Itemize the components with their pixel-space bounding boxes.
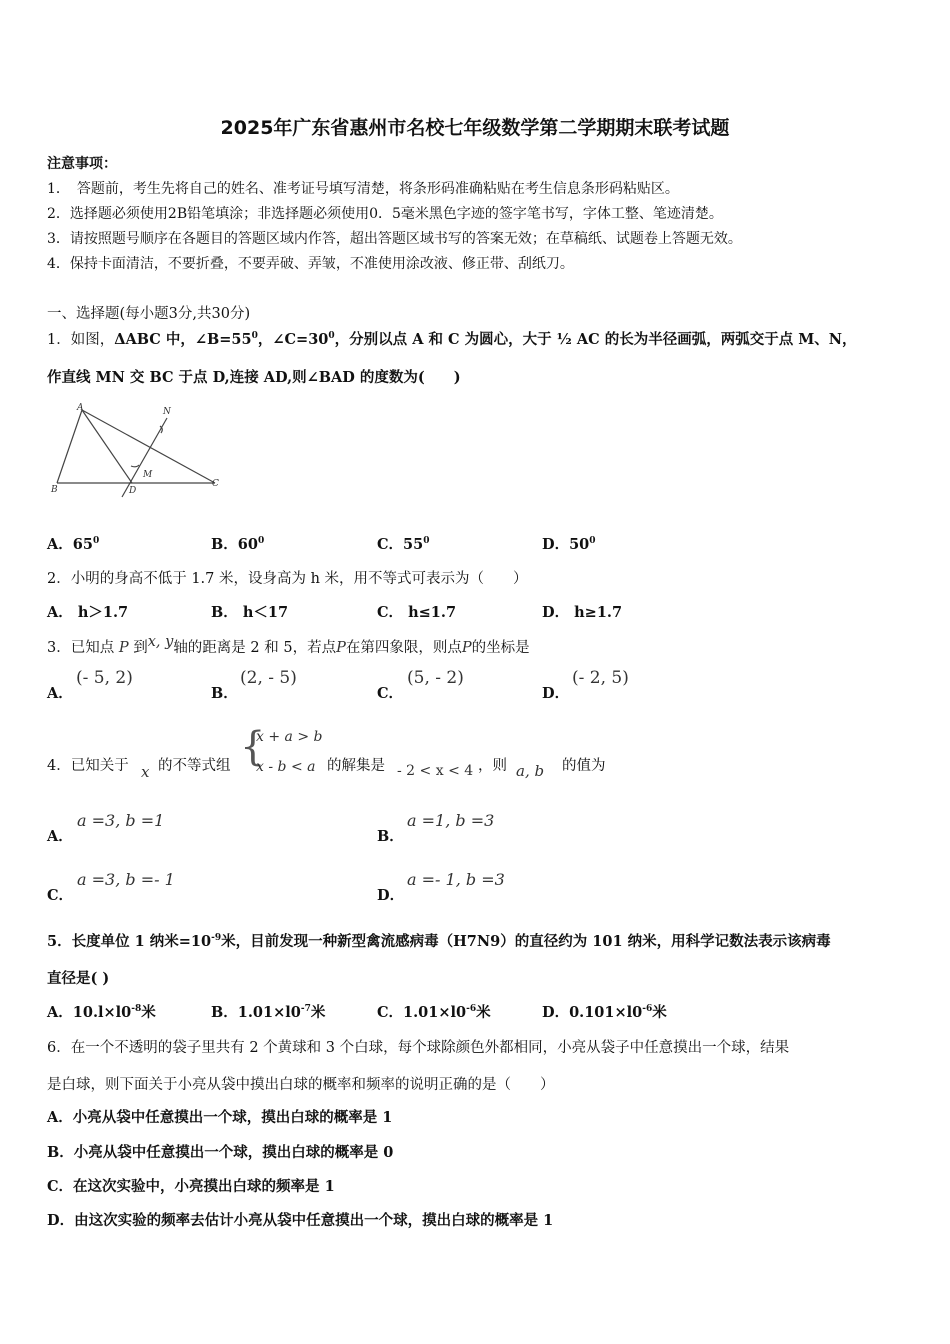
q4-option-d-key[interactable]: D． <box>377 887 405 904</box>
q3-part3: 轴的距离是 2 和 5，若点 <box>173 640 337 656</box>
option-value: h＜17 <box>242 604 289 621</box>
q4-part2: 的不等式组 <box>158 758 231 774</box>
q3-option-b-key[interactable]: B． <box>211 685 238 702</box>
q5-option-d[interactable] <box>542 1001 667 1022</box>
option-key: D． <box>542 604 570 621</box>
label-d: D <box>129 486 137 496</box>
q4-option-a-key[interactable]: A． <box>47 828 73 845</box>
q2-option-a[interactable] <box>47 601 128 622</box>
page-title: 2025年广东省惠州市名校七年级数学第二学期期末联考试题 <box>220 117 730 139</box>
option-key: C． <box>47 1178 74 1195</box>
q3-option-b-value: (2, - 5) <box>240 668 297 688</box>
q1-rest: ，分别以点 A 和 C 为圆心，大于 ½ AC 的长为半径画弧，两弧交于点 M、N， <box>334 331 857 348</box>
q4-option-d-value: a =- 1, b =3 <box>407 870 505 889</box>
segment-ad <box>82 410 132 483</box>
q6-line1: 6．在一个不透明的袋子里共有 2 个黄球和 3 个白球，每个球除颜色外都相同，小亮从袋子中任意摸出一个球，结果 <box>47 1040 790 1056</box>
q3-point-p-2: P <box>336 640 346 656</box>
q3-option-d-value: (- 2, 5) <box>572 668 629 688</box>
option-unit: 米 <box>476 1004 491 1021</box>
q4-part1: 4．已知关于 <box>47 758 129 774</box>
q4-part3: 的解集是 <box>327 758 385 774</box>
q3-text <box>47 636 530 657</box>
option-key: D． <box>542 1004 570 1021</box>
option-key: A． <box>47 1004 73 1021</box>
option-value: h≤1.7 <box>408 604 457 621</box>
q3-option-d-key[interactable]: D． <box>542 685 570 702</box>
option-degree: 0 <box>423 536 430 547</box>
q3-option-c-value: (5, - 2) <box>407 668 464 688</box>
label-m: M <box>143 470 153 480</box>
option-value: 小亮从袋中任意摸出一个球，摸出白球的概率是 0 <box>73 1144 394 1161</box>
q4-option-b-key[interactable]: B． <box>377 828 404 845</box>
notice-heading: 注意事项： <box>47 156 117 172</box>
option-key: D． <box>47 1212 75 1229</box>
label-b: B <box>51 485 58 495</box>
label-a: A <box>77 403 84 413</box>
q6-line2: 是白球，则下面关于小亮从袋中摸出白球的概率和频率的说明正确的是（ ） <box>47 1077 555 1093</box>
q4-system-brace: { <box>240 724 266 770</box>
option-value: h≥1.7 <box>574 604 623 621</box>
notice-item-2: 2．选择题必须使用2B铅笔填涂；非选择题必须使用0．5毫米黑色字迹的签字笔书写，字体工整、笔迹清楚。 <box>47 206 723 222</box>
option-unit: 米 <box>652 1004 667 1021</box>
option-key: A． <box>47 1109 73 1126</box>
option-exponent: -6 <box>466 1004 477 1015</box>
notice-item-1: 1． 答题前，考生先将自己的姓名、准考证号填写清楚，将条形码准确粘贴在考生信息条形码粘贴区。 <box>47 181 679 197</box>
arc-m <box>131 465 139 467</box>
q4-part4: ，则 <box>478 758 507 774</box>
q5-exponent: -9 <box>211 933 222 944</box>
q6-option-a[interactable] <box>47 1106 392 1127</box>
option-key: C． <box>377 1004 404 1021</box>
q4-system-line1: x + a > b <box>256 729 323 745</box>
q1-option-b[interactable] <box>211 533 264 554</box>
option-unit: 米 <box>310 1004 326 1021</box>
option-key: D． <box>542 536 570 553</box>
q4-var-x: x <box>141 763 150 781</box>
q4-solution-set: - 2 < x < 4 <box>397 763 474 779</box>
q4-vars-ab: a, b <box>516 762 545 780</box>
option-value: 由这次实验的频率去估计小亮从袋中任意摸出一个球，摸出白球的概率是 1 <box>74 1212 554 1229</box>
option-value: 0.101×l0 <box>569 1004 643 1021</box>
label-c: C <box>212 479 219 489</box>
option-key: B． <box>47 1144 74 1161</box>
option-degree: 0 <box>257 536 265 547</box>
q6-option-c[interactable] <box>47 1175 335 1196</box>
q1-line1 <box>47 328 857 349</box>
segment-ab <box>57 410 82 483</box>
q1-degree-1: 0 <box>251 331 258 342</box>
q5-option-c[interactable] <box>377 1001 491 1022</box>
q4-system-line2: x - b < a <box>256 759 316 775</box>
q6-option-b[interactable] <box>47 1141 393 1162</box>
q3-part1: 3．已知点 <box>47 640 115 656</box>
q5-option-b[interactable] <box>211 1001 325 1022</box>
option-exponent: -7 <box>300 1004 311 1015</box>
option-value: 在这次实验中，小亮摸出白球的频率是 1 <box>73 1178 335 1195</box>
q1-triangle-figure <box>47 400 227 500</box>
q4-option-b-value: a =1, b =3 <box>407 811 495 830</box>
q1-angle-b: ΔABC 中，∠B=55 <box>114 331 252 348</box>
q3-point-p-3: P <box>461 640 472 656</box>
option-value: 50 <box>569 536 590 553</box>
q2-option-b[interactable] <box>211 601 288 622</box>
q4-option-c-value: a =3, b =- 1 <box>77 870 175 889</box>
section-heading: 一、选择题(每小题3分,共30分) <box>47 306 251 322</box>
option-key: C． <box>377 604 404 621</box>
option-key: B． <box>211 604 238 621</box>
q1-option-d[interactable] <box>542 533 596 554</box>
option-key: B． <box>211 536 238 553</box>
q1-line2: 作直线 MN 交 BC 于点 D,连接 AD,则∠BAD 的度数为( ) <box>47 369 461 386</box>
option-value: 1.01×l0 <box>237 1004 301 1021</box>
q3-part4: 在第四象限，则点 <box>345 640 462 656</box>
option-value: 55 <box>403 536 424 553</box>
q1-option-c[interactable] <box>377 533 430 554</box>
option-key: A． <box>47 604 73 621</box>
notice-item-3: 3．请按照题号顺序在各题目的答题区域内作答，超出答题区域书写的答案无效；在草稿纸、试题卷上答题无效。 <box>47 231 742 247</box>
option-value: 60 <box>237 536 258 553</box>
option-key: A． <box>47 536 73 553</box>
option-degree: 0 <box>589 536 596 547</box>
q3-option-a-value: (- 5, 2) <box>76 668 133 688</box>
q5-line2: 直径是( ) <box>47 970 110 987</box>
option-unit: 米 <box>141 1004 156 1021</box>
q3-part5: 的坐标是 <box>471 640 530 656</box>
q5-line1-a: 5．长度单位 1 纳米=10 <box>47 933 212 950</box>
q5-option-a[interactable] <box>47 1001 156 1022</box>
label-n: N <box>163 407 171 417</box>
q3-point-p: P <box>118 640 129 656</box>
q4-option-a-value: a =3, b =1 <box>77 811 165 830</box>
q3-option-a-key[interactable]: A． <box>47 685 73 702</box>
q1-degree-2: 0 <box>328 331 335 342</box>
q5-line1-b: 米，目前发现一种新型禽流感病毒（H7N9）的直径约为 101 纳米，用科学记数法表示该病毒 <box>221 933 831 950</box>
q3-option-c-key[interactable]: C． <box>377 685 404 702</box>
q6-option-d[interactable] <box>47 1209 553 1230</box>
q2-text: 2．小明的身高不低于 1.7 米，设身高为 h 米，用不等式可表示为（ ） <box>47 571 528 587</box>
option-key: C． <box>377 536 404 553</box>
option-degree: 0 <box>92 536 100 547</box>
option-exponent: -6 <box>642 1004 653 1015</box>
option-value: 小亮从袋中任意摸出一个球，摸出白球的概率是 1 <box>72 1109 393 1126</box>
q1-angle-c: ，∠C=30 <box>257 331 329 348</box>
q3-part2: 到 <box>133 640 148 656</box>
option-value: 65 <box>72 536 93 553</box>
q4-part5: 的值为 <box>562 758 606 774</box>
q1-option-a[interactable] <box>47 533 99 554</box>
q4-option-c-key[interactable]: C． <box>47 887 74 904</box>
option-value: 10.l×l0 <box>72 1004 132 1021</box>
q3-axes: x, y <box>147 634 174 650</box>
q2-option-d[interactable] <box>542 601 622 622</box>
notice-item-4: 4．保持卡面清洁，不要折叠，不要弄破、弄皱，不准使用涂改液、修正带、刮纸刀。 <box>47 256 574 272</box>
option-value: h＞1.7 <box>77 604 129 621</box>
option-key: B． <box>211 1004 238 1021</box>
q5-line1 <box>47 930 831 951</box>
q1-prefix: 1．如图， <box>47 332 115 348</box>
q2-option-c[interactable] <box>377 601 456 622</box>
option-value: 1.01×l0 <box>403 1004 467 1021</box>
option-exponent: -8 <box>131 1004 142 1015</box>
